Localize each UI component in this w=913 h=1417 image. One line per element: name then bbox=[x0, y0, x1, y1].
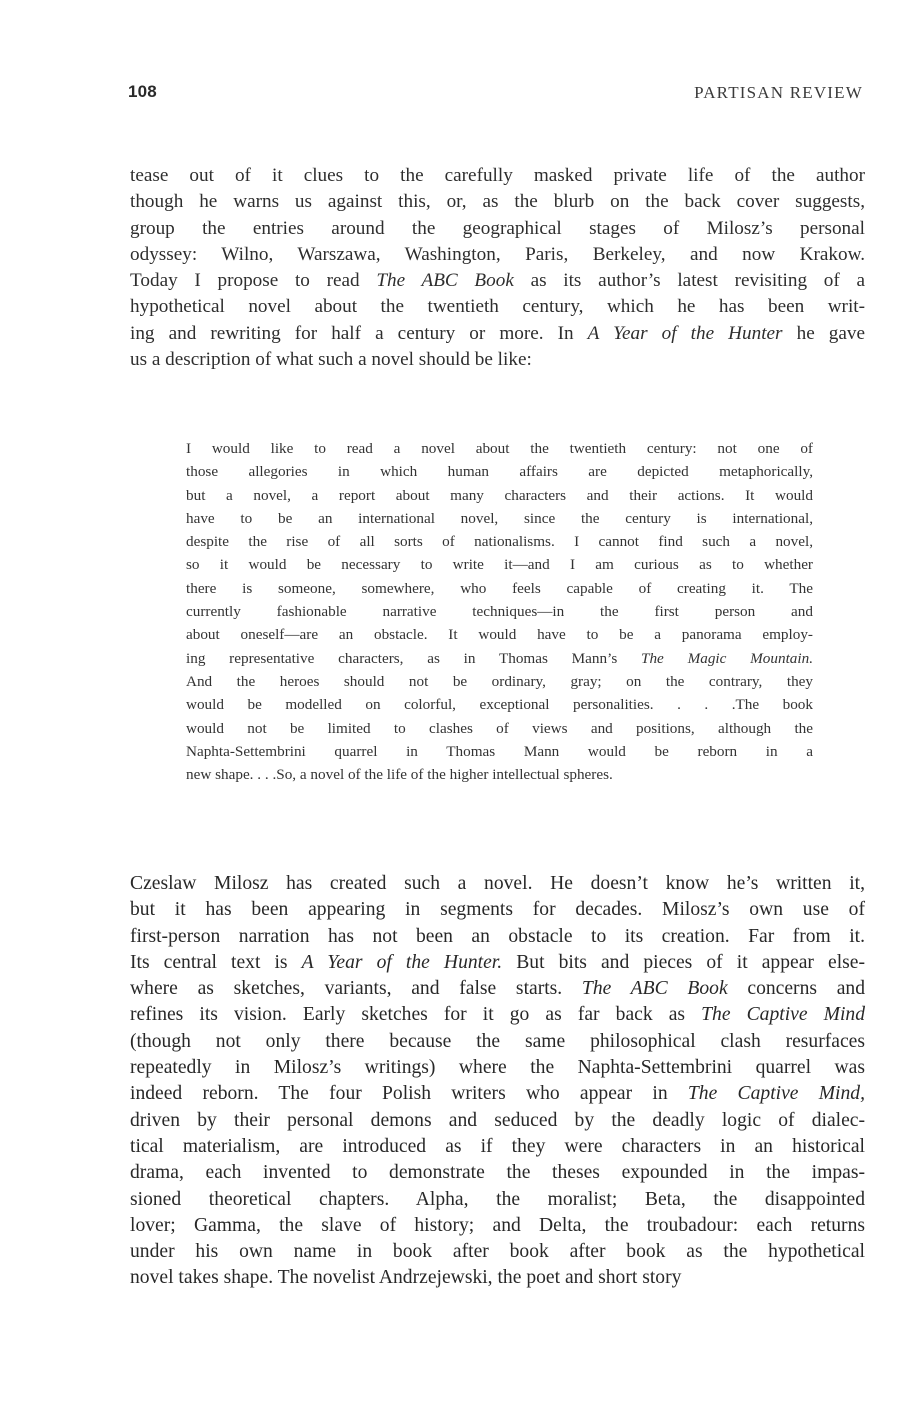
text-line: Its central text is A Year of the Hunter. But bits and pieces of it appear else- bbox=[130, 951, 865, 973]
text-line: about oneself—are an obstacle. It would have to be a panorama employ- bbox=[186, 626, 813, 644]
running-head: PARTISAN REVIEW bbox=[694, 83, 863, 102]
italic-title: The ABC Book bbox=[376, 270, 514, 292]
text-line: there is someone, somewhere, who feels capable of creating it. The bbox=[186, 579, 813, 597]
text-line: have to be an international novel, since the century is international, bbox=[186, 509, 813, 527]
italic-title: The Captive Mind, bbox=[687, 1083, 865, 1105]
text-line: lover; Gamma, the slave of history; and Delta, the troubadour: each returns bbox=[130, 1214, 865, 1236]
text-line: where as sketches, variants, and false starts. The ABC Book concerns and bbox=[130, 978, 866, 1000]
text-line: ing and rewriting for half a century or more. In A Year of the Hunter he gave bbox=[130, 322, 865, 344]
text-line: would be modelled on colorful, exceptional personalities. . . .The book bbox=[186, 696, 813, 714]
text-line: but it has been appearing in segments for decades. Milosz’s own use of bbox=[130, 899, 865, 921]
text-line: but a novel, a report about many characters and their actions. It would bbox=[186, 486, 813, 504]
text-line: sioned theoretical chapters. Alpha, the moralist; Beta, the disappointed bbox=[130, 1188, 865, 1210]
italic-title: The Captive Mind bbox=[701, 1004, 865, 1026]
text-line: new shape. . . .So, a novel of the life of the higher intellectual spheres. bbox=[186, 766, 613, 784]
text-line: novel takes shape. The novelist Andrzejewski, the poet and short story bbox=[130, 1267, 682, 1289]
page-header bbox=[128, 82, 863, 108]
text-line: us a description of what such a novel should be like: bbox=[130, 349, 532, 371]
text-line: Czeslaw Milosz has created such a novel. He doesn’t know he’s written it, bbox=[130, 873, 865, 894]
text-line: I would like to read a novel about the twentieth century: not one of bbox=[186, 440, 813, 457]
italic-title: A Year of the Hunter. bbox=[301, 951, 503, 973]
text-line: indeed reborn. The four Polish writers who appear in The Captive Mind, bbox=[130, 1083, 865, 1105]
text-line: tease out of it clues to the carefully masked private life of the author bbox=[130, 165, 865, 186]
text-line: those allegories in which human affairs are depicted metaphorically, bbox=[186, 463, 813, 481]
italic-title: The ABC Book bbox=[581, 978, 728, 1000]
text-line: (though not only there because the same philosophical clash resurfaces bbox=[130, 1030, 865, 1052]
text-line: And the heroes should not be ordinary, gray; on the contrary, they bbox=[186, 672, 813, 690]
text-line: odyssey: Wilno, Warszawa, Washington, Paris, Berkeley, and now Krakow. bbox=[130, 243, 865, 265]
text-line: refines its vision. Early sketches for it go as far back as The Captive Mind bbox=[130, 1004, 865, 1026]
text-line: currently fashionable narrative techniques—in the first person and bbox=[186, 603, 813, 621]
text-line: would not be limited to clashes of views and positions, although the bbox=[186, 719, 813, 737]
text-line: Naphta-Settembrini quarrel in Thomas Mann would be reborn in a bbox=[186, 742, 813, 760]
text-line: hypothetical novel about the twentieth century, which he has been writ- bbox=[130, 296, 865, 318]
text-line: drama, each invented to demonstrate the theses expounded in the impas- bbox=[130, 1162, 865, 1184]
body-paragraph-2 bbox=[130, 871, 865, 1292]
text-line: though he warns us against this, or, as the blurb on the back cover suggests, bbox=[130, 191, 865, 213]
text-line: group the entries around the geographical stages of Milosz’s personal bbox=[130, 217, 865, 239]
italic-title: A Year of the Hunter bbox=[587, 322, 783, 344]
italic-title: The Magic Mountain. bbox=[641, 649, 813, 667]
text-line: ing representative characters, as in Thomas Mann’s The Magic Mountain. bbox=[186, 649, 813, 667]
text-line: tical materialism, are introduced as if they were characters in an historical bbox=[130, 1135, 865, 1157]
text-line: driven by their personal demons and seduced by the deadly logic of dialec- bbox=[130, 1109, 865, 1131]
text-line: despite the rise of all sorts of nationalisms. I cannot find such a novel, bbox=[186, 533, 813, 551]
page-number: 108 bbox=[128, 82, 157, 101]
block-quote bbox=[186, 437, 813, 786]
text-line: first-person narration has not been an obstacle to its creation. Far from it. bbox=[130, 925, 865, 947]
text-line: repeatedly in Milosz’s writings) where the Naphta-Settembrini quarrel was bbox=[130, 1057, 865, 1079]
text-line: so it would be necessary to write it—and I am curious as to whether bbox=[186, 556, 813, 574]
body-paragraph-1 bbox=[130, 163, 865, 373]
text-line: under his own name in book after book after book as the hypothetical bbox=[130, 1241, 865, 1263]
text-line: Today I propose to read The ABC Book as its author’s latest revisiting of a bbox=[130, 270, 865, 292]
